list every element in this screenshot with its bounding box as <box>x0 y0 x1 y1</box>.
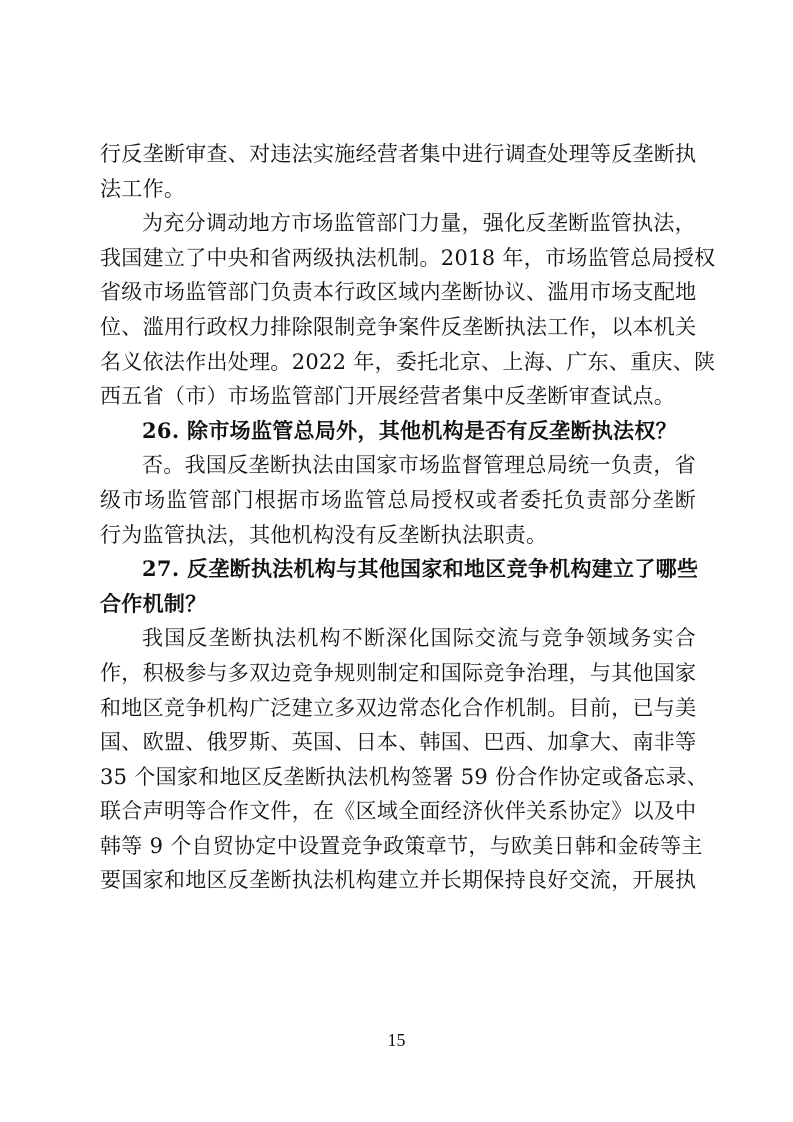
body-line: 联合声明等合作文件，在《区域全面经济伙伴关系协定》以及中 <box>100 799 697 824</box>
body-line: 35 个国家和地区反垄断执法机构签署 59 份合作协定或备忘录、 <box>100 764 709 789</box>
body-line: 位、滥用行政权力排除限制竞争案件反垄断执法工作，以本机关 <box>100 314 697 339</box>
body-line: 和地区竞争机构广泛建立多双边常态化合作机制。目前，已与美 <box>100 695 697 720</box>
body-line: 要国家和地区反垄断执法机构建立并长期保持良好交流，开展执 <box>100 868 697 893</box>
body-line: 名义依法作出处理。2022 年，委托北京、上海、广东、重庆、陕 <box>100 349 716 374</box>
body-line: 我国反垄断执法机构不断深化国际交流与竞争领域务实合 <box>142 626 696 651</box>
body-line: 否。我国反垄断执法由国家市场监督管理总局统一负责，省 <box>142 453 696 478</box>
body-line: 级市场监管部门根据市场监管总局授权或者委托负责部分垄断 <box>100 487 696 512</box>
body-line: 行为监管执法，其他机构没有反垄断执法职责。 <box>100 522 548 547</box>
page-number: 15 <box>387 1030 406 1050</box>
body-line: 作，积极参与多双边竞争规则制定和国际竞争治理，与其他国家 <box>100 660 697 685</box>
question-heading-27: 27. 反垄断执法机构与其他国家和地区竞争机构建立了哪些 <box>142 556 699 582</box>
body-line: 韩等 9 个自贸协定中设置竞争政策章节，与欧美日韩和金砖等主 <box>100 833 703 858</box>
body-line: 国、欧盟、俄罗斯、英国、日本、韩国、巴西、加拿大、南非等 <box>100 730 697 755</box>
body-line: 为充分调动地方市场监管部门力量，强化反垄断监管执法， <box>142 211 696 236</box>
body-line: 行反垄断审查、对违法实施经营者集中进行调查处理等反垄断执 <box>100 142 697 166</box>
body-line: 省级市场监管部门负责本行政区域内垄断协议、滥用市场支配地 <box>100 280 697 305</box>
page-body <box>100 137 716 898</box>
body-line: 我国建立了中央和省两级执法机制。2018 年，市场监管总局授权 <box>100 245 716 270</box>
body-line: 西五省（市）市场监管部门开展经营者集中反垄断审查试点。 <box>100 384 676 409</box>
body-line: 法工作。 <box>100 176 186 201</box>
question-heading-26: 26. 除市场监管总局外，其他机构是否有反垄断执法权？ <box>142 417 677 443</box>
question-heading-27-cont: 合作机制？ <box>100 590 207 616</box>
